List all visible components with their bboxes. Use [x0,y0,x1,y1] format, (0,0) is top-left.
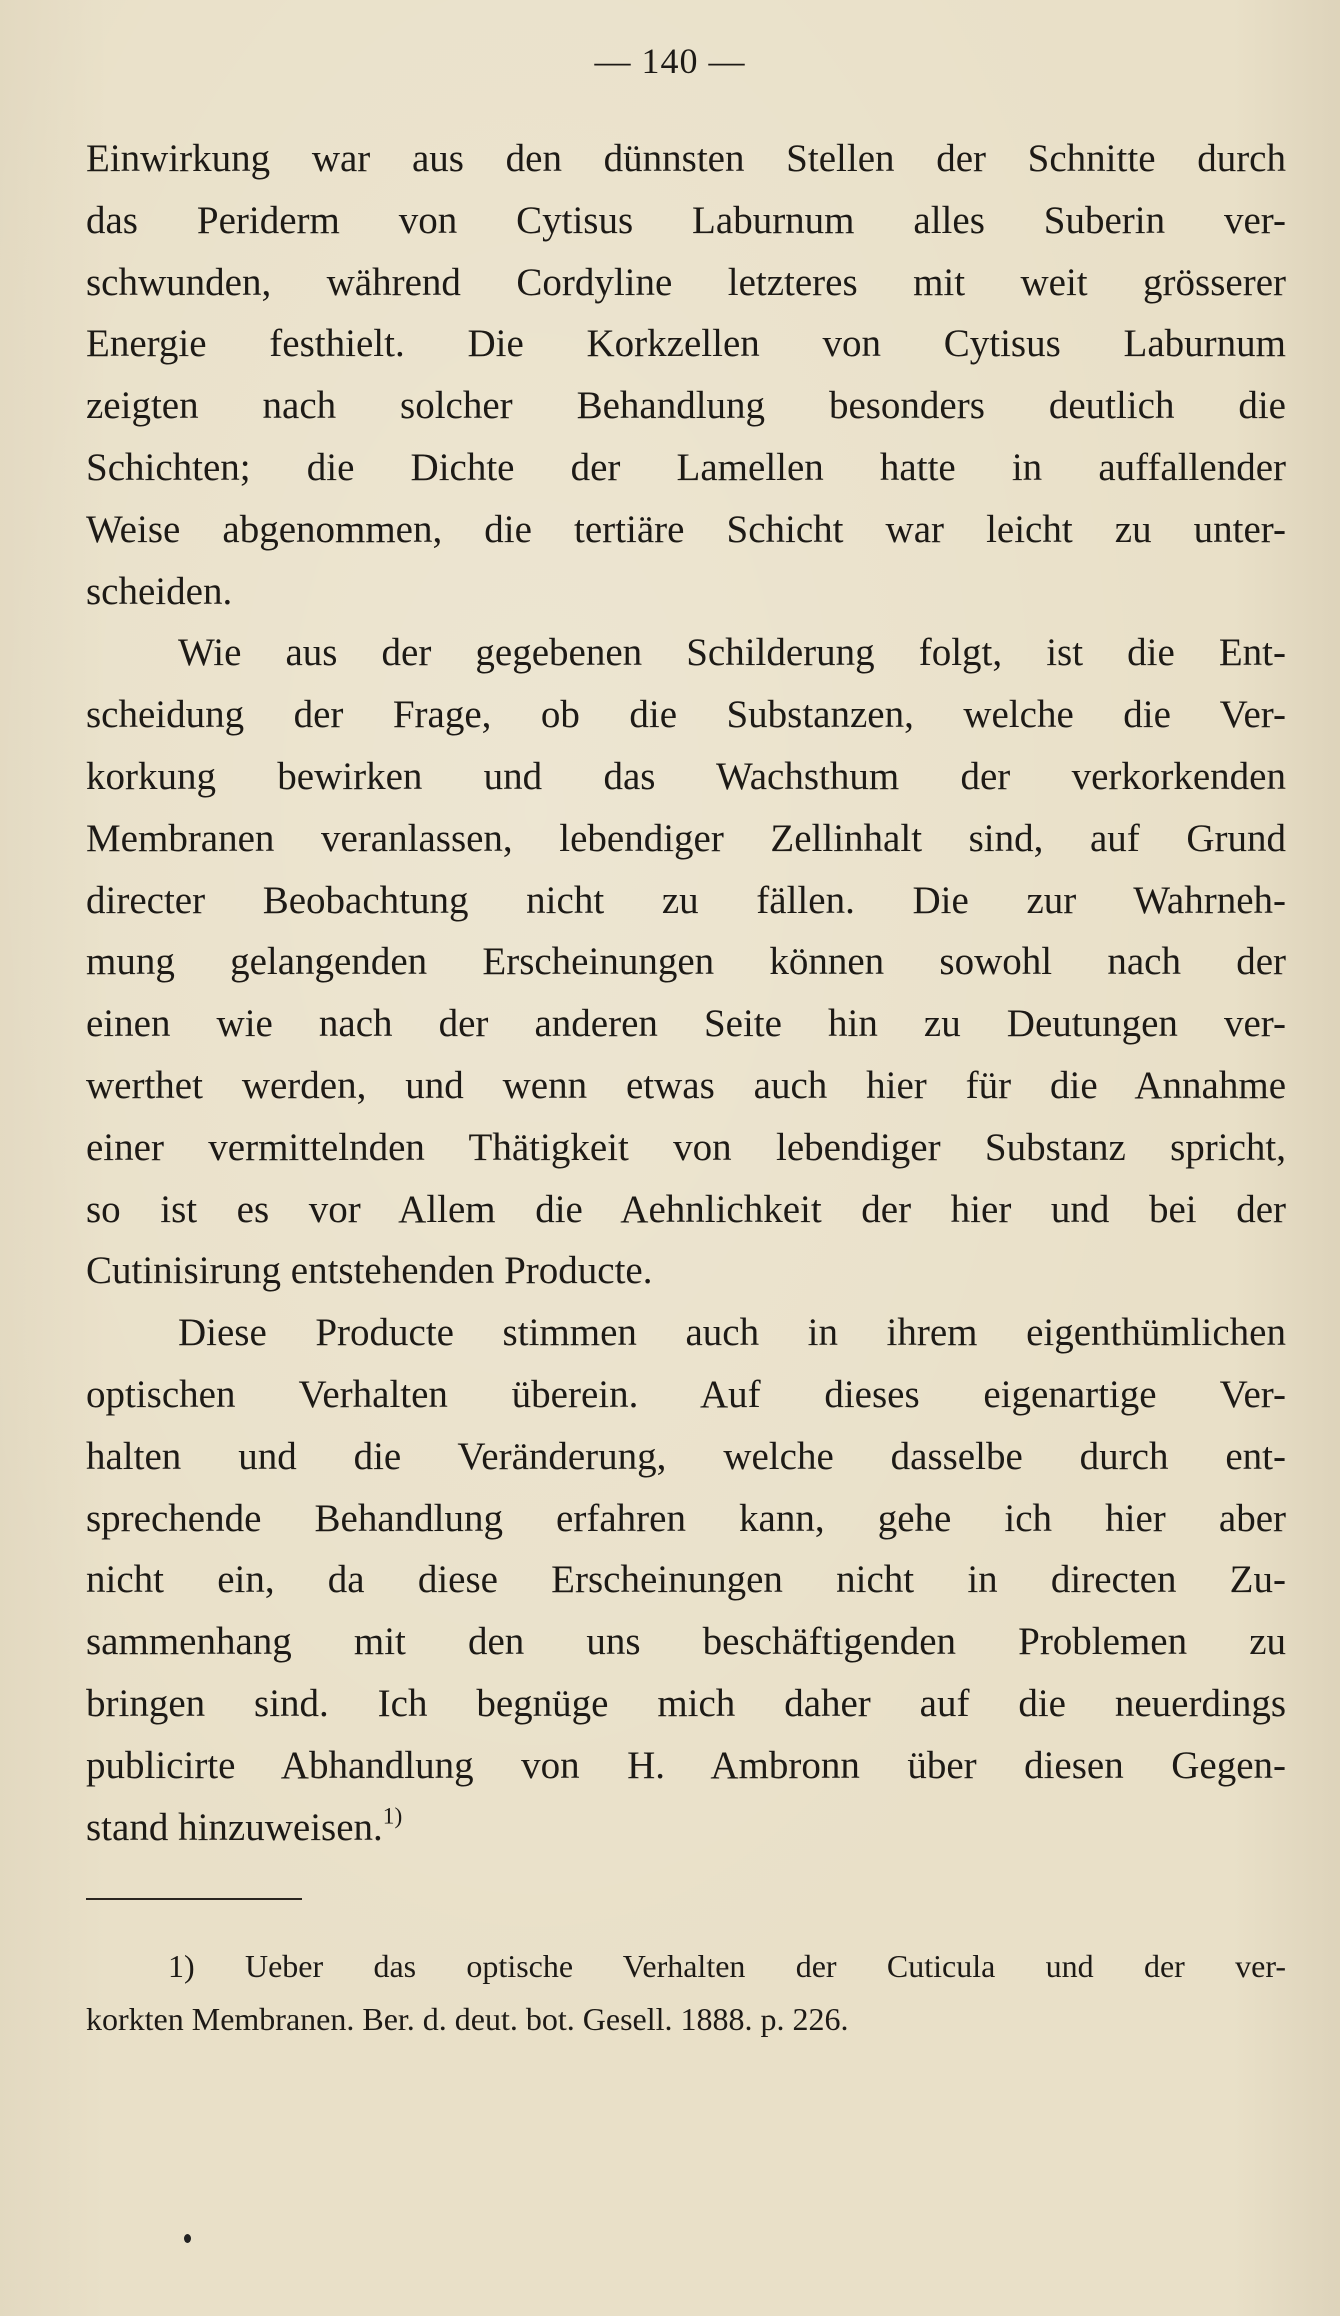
text-line: scheiden. [86,569,233,613]
text-line: Energie festhielt. Die Korkzellen von Cytisus Laburnum [86,322,1286,366]
text-line: optischen Verhalten überein. Auf dieses eigenartige Ver- [86,1372,1286,1416]
text-line: Wie aus der gegebenen Schilderung folgt, ist die Ent- [178,631,1286,675]
text-line: nicht ein, da diese Erscheinungen nicht in directen Zu- [86,1558,1286,1602]
footnote-reference: 1) [382,1803,403,1830]
ink-speck [184,2234,191,2243]
text-line: directer Beobachtung nicht zu fällen. Die zur Wahrneh- [86,878,1286,922]
text-line: Membranen veranlassen, lebendiger Zellinhalt sind, auf Grund [86,816,1286,860]
text-line: einen wie nach der anderen Seite hin zu Deutungen ver- [86,1002,1286,1046]
text-line: halten und die Veränderung, welche dasselbe durch ent- [86,1434,1286,1478]
text-line: einer vermittelnden Thätigkeit von lebendiger Substanz spricht, [86,1125,1286,1169]
page-number: — 140 — [594,41,746,81]
text-line: werthet werden, und wenn etwas auch hier für die Annahme [86,1063,1286,1107]
text-line-with-footnote [86,1797,1286,1859]
text-line: sammenhang mit den uns beschäftigenden Problemen zu [86,1620,1286,1664]
footnote-divider [86,1898,302,1900]
main-text [86,128,1286,1858]
text-line: Einwirkung war aus den dünnsten Stellen der Schnitte durch [86,137,1286,180]
text-line: Weise abgenommen, die tertiäre Schicht war leicht zu unter- [86,507,1286,551]
text-line: Diese Producte stimmen auch in ihrem eigenthümlichen [178,1311,1286,1355]
text-line: Schichten; die Dichte der Lamellen hatte in auffallender [86,445,1286,489]
text-line: schwunden, während Cordyline letzteres mit weit grösserer [86,260,1286,304]
text-line: so ist es vor Allem die Aehnlichkeit der hier und bei der [86,1187,1286,1231]
paragraph-3 [86,1302,1286,1858]
footnote-line: 1) Ueber das optische Verhalten der Cuticula und der ver- [168,1948,1286,1984]
text-line: mung gelangenden Erscheinungen können sowohl nach der [86,940,1286,984]
text-line: korkung bewirken und das Wachsthum der verkorkenden [86,754,1286,798]
text-line: scheidung der Frage, ob die Substanzen, welche die Ver- [86,693,1286,737]
footnote-line: korkten Membranen. Ber. d. deut. bot. Gesell. 1888. p. 226. [86,2001,849,2037]
text-line: Cutinisirung entstehenden Producte. [86,1249,653,1293]
text-line: publicirte Abhandlung von H. Ambronn über diesen Gegen- [86,1743,1286,1787]
footnote [86,1940,1286,2046]
paragraph-2 [86,622,1286,1302]
text-line: sprechende Behandlung erfahren kann, gehe ich hier aber [86,1496,1286,1540]
text-line: zeigten nach solcher Behandlung besonders deutlich die [86,384,1286,428]
text-line: stand hinzuweisen. [86,1805,383,1849]
text-line: bringen sind. Ich begnüge mich daher auf die neuerdings [86,1681,1286,1725]
text-line: das Periderm von Cytisus Laburnum alles Suberin ver- [86,198,1286,242]
paragraph-1 [86,128,1286,622]
